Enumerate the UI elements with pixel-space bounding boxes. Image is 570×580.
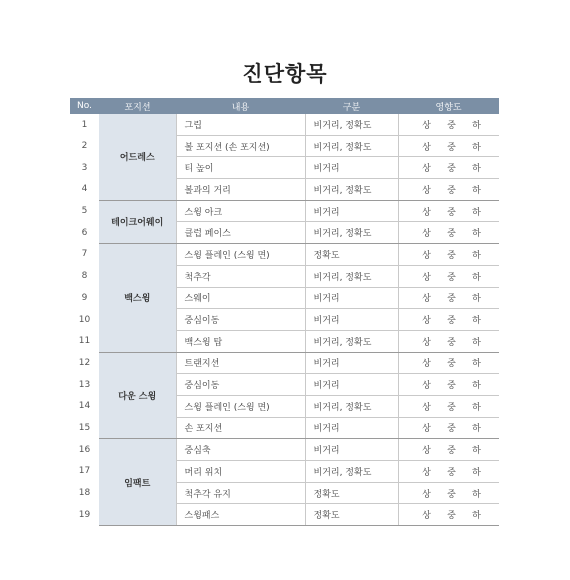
content-cell: 백스윙 탑 xyxy=(176,330,305,352)
category-cell: 비거리 xyxy=(305,374,398,396)
impact-cell xyxy=(398,374,499,396)
impact-level: 중 xyxy=(447,185,456,196)
content-cell: 척추각 xyxy=(176,265,305,287)
row-number: 18 xyxy=(78,488,91,499)
category-cell: 비거리, 정확도 xyxy=(305,179,398,201)
impact-level: 하 xyxy=(472,207,481,218)
table-row xyxy=(70,439,499,461)
category-cell: 비거리, 정확도 xyxy=(305,265,398,287)
impact-cell xyxy=(398,179,499,201)
impact-level: 중 xyxy=(447,120,456,131)
category-cell: 비거리, 정확도 xyxy=(305,330,398,352)
row-number: 8 xyxy=(81,271,88,282)
category-cell: 비거리 xyxy=(305,157,398,179)
header-impact: 영향도 xyxy=(398,98,499,114)
impact-level: 하 xyxy=(472,381,481,392)
category-cell: 비거리 xyxy=(305,309,398,331)
impact-cell xyxy=(398,461,499,483)
content-cell: 중심이동 xyxy=(176,309,305,331)
position-cell: 백스윙 xyxy=(99,244,176,352)
impact-cell xyxy=(398,287,499,309)
impact-level: 상 xyxy=(422,250,431,261)
impact-level: 상 xyxy=(422,359,431,370)
impact-level: 하 xyxy=(472,337,481,348)
impact-level: 중 xyxy=(447,250,456,261)
row-number: 10 xyxy=(78,314,91,325)
row-number: 16 xyxy=(78,444,91,455)
impact-cell xyxy=(398,244,499,266)
row-number: 13 xyxy=(78,379,91,390)
impact-level: 상 xyxy=(422,272,431,283)
table-body xyxy=(70,114,499,526)
impact-level: 상 xyxy=(422,402,431,413)
impact-cell xyxy=(398,482,499,504)
impact-level: 중 xyxy=(447,424,456,435)
impact-cell xyxy=(398,352,499,374)
impact-level: 상 xyxy=(422,185,431,196)
impact-level: 하 xyxy=(472,446,481,457)
position-cell: 다운 스윙 xyxy=(99,352,176,439)
impact-level: 상 xyxy=(422,489,431,500)
row-number: 17 xyxy=(78,466,91,477)
category-cell: 비거리, 정확도 xyxy=(305,135,398,157)
content-cell: 척추각 유지 xyxy=(176,482,305,504)
impact-level: 상 xyxy=(422,294,431,305)
impact-level: 중 xyxy=(447,446,456,457)
row-number: 3 xyxy=(81,162,88,173)
impact-level: 하 xyxy=(472,359,481,370)
content-cell: 스윙 플레인 (스윙 면) xyxy=(176,395,305,417)
category-cell: 비거리, 정확도 xyxy=(305,395,398,417)
category-cell: 비거리, 정확도 xyxy=(305,461,398,483)
content-cell: 손 포지션 xyxy=(176,417,305,439)
impact-cell xyxy=(398,114,499,135)
table-row xyxy=(70,200,499,222)
impact-level: 중 xyxy=(447,207,456,218)
content-cell: 스웨이 xyxy=(176,287,305,309)
content-cell: 클럽 페이스 xyxy=(176,222,305,244)
impact-level: 중 xyxy=(447,489,456,500)
row-number: 4 xyxy=(81,184,88,195)
row-number: 5 xyxy=(81,206,88,217)
header-category: 구분 xyxy=(305,98,398,114)
impact-level: 상 xyxy=(422,511,431,522)
impact-level: 중 xyxy=(447,511,456,522)
content-cell: 중심축 xyxy=(176,439,305,461)
impact-level: 중 xyxy=(447,229,456,240)
category-cell: 비거리 xyxy=(305,417,398,439)
impact-level: 하 xyxy=(472,142,481,153)
row-number: 1 xyxy=(81,119,88,130)
impact-level: 상 xyxy=(422,229,431,240)
impact-level: 상 xyxy=(422,467,431,478)
impact-level: 하 xyxy=(472,511,481,522)
position-cell: 어드레스 xyxy=(99,114,176,200)
impact-level: 하 xyxy=(472,402,481,413)
impact-cell xyxy=(398,135,499,157)
content-cell: 중심이동 xyxy=(176,374,305,396)
category-cell: 비거리 xyxy=(305,200,398,222)
impact-level: 중 xyxy=(447,467,456,478)
impact-level: 하 xyxy=(472,294,481,305)
impact-level: 중 xyxy=(447,381,456,392)
table-row xyxy=(70,114,499,135)
category-cell: 정확도 xyxy=(305,482,398,504)
impact-cell xyxy=(398,309,499,331)
category-cell: 비거리, 정확도 xyxy=(305,222,398,244)
impact-cell xyxy=(398,504,499,526)
impact-level: 하 xyxy=(472,185,481,196)
row-number: 14 xyxy=(78,401,91,412)
category-cell: 정확도 xyxy=(305,504,398,526)
content-cell: 티 높이 xyxy=(176,157,305,179)
category-cell: 비거리, 정확도 xyxy=(305,114,398,135)
impact-level: 상 xyxy=(422,446,431,457)
impact-level: 하 xyxy=(472,164,481,175)
content-cell: 볼 포지션 (손 포지션) xyxy=(176,135,305,157)
impact-level: 상 xyxy=(422,120,431,131)
category-cell: 비거리 xyxy=(305,352,398,374)
impact-level: 하 xyxy=(472,229,481,240)
header-content: 내용 xyxy=(176,98,305,114)
impact-level: 중 xyxy=(447,272,456,283)
content-cell: 스윙 아크 xyxy=(176,200,305,222)
content-cell: 머리 위치 xyxy=(176,461,305,483)
category-cell: 비거리 xyxy=(305,439,398,461)
content-cell: 스윙 플레인 (스윙 면) xyxy=(176,244,305,266)
impact-level: 상 xyxy=(422,164,431,175)
row-number: 15 xyxy=(78,422,91,433)
row-number: 9 xyxy=(81,292,88,303)
category-cell: 정확도 xyxy=(305,244,398,266)
content-cell: 트랜지션 xyxy=(176,352,305,374)
impact-level: 하 xyxy=(472,467,481,478)
position-cell: 테이크어웨이 xyxy=(99,200,176,243)
impact-level: 상 xyxy=(422,316,431,327)
row-number: 12 xyxy=(78,357,91,368)
impact-cell xyxy=(398,200,499,222)
impact-level: 중 xyxy=(447,164,456,175)
diagnosis-table xyxy=(70,98,499,526)
impact-level: 하 xyxy=(472,489,481,500)
impact-level: 중 xyxy=(447,294,456,305)
impact-cell xyxy=(398,157,499,179)
impact-level: 중 xyxy=(447,142,456,153)
header-position: 포지션 xyxy=(99,98,176,114)
impact-level: 하 xyxy=(472,120,481,131)
impact-level: 상 xyxy=(422,207,431,218)
impact-level: 상 xyxy=(422,381,431,392)
impact-level: 하 xyxy=(472,250,481,261)
impact-level: 상 xyxy=(422,337,431,348)
header-no: No. xyxy=(70,98,99,114)
impact-cell xyxy=(398,330,499,352)
row-number: 19 xyxy=(78,509,91,520)
impact-level: 하 xyxy=(472,316,481,327)
category-cell: 비거리 xyxy=(305,287,398,309)
row-number: 7 xyxy=(81,249,88,260)
position-cell: 임팩트 xyxy=(99,439,176,526)
impact-level: 하 xyxy=(472,272,481,283)
impact-level: 중 xyxy=(447,402,456,413)
impact-cell xyxy=(398,265,499,287)
impact-cell xyxy=(398,439,499,461)
impact-level: 중 xyxy=(447,316,456,327)
content-cell: 볼과의 거리 xyxy=(176,179,305,201)
table-row xyxy=(70,244,499,266)
header-row xyxy=(70,98,499,114)
content-cell: 스윙패스 xyxy=(176,504,305,526)
row-number: 11 xyxy=(78,336,91,347)
row-number: 2 xyxy=(81,141,88,152)
impact-cell xyxy=(398,222,499,244)
impact-level: 중 xyxy=(447,359,456,370)
impact-level: 상 xyxy=(422,424,431,435)
impact-level: 중 xyxy=(447,337,456,348)
table-row xyxy=(70,352,499,374)
impact-cell xyxy=(398,417,499,439)
impact-level: 하 xyxy=(472,424,481,435)
impact-level: 상 xyxy=(422,142,431,153)
impact-cell xyxy=(398,395,499,417)
row-number: 6 xyxy=(81,227,88,238)
content-cell: 그립 xyxy=(176,114,305,135)
page-title: 진단항목 xyxy=(242,62,328,86)
